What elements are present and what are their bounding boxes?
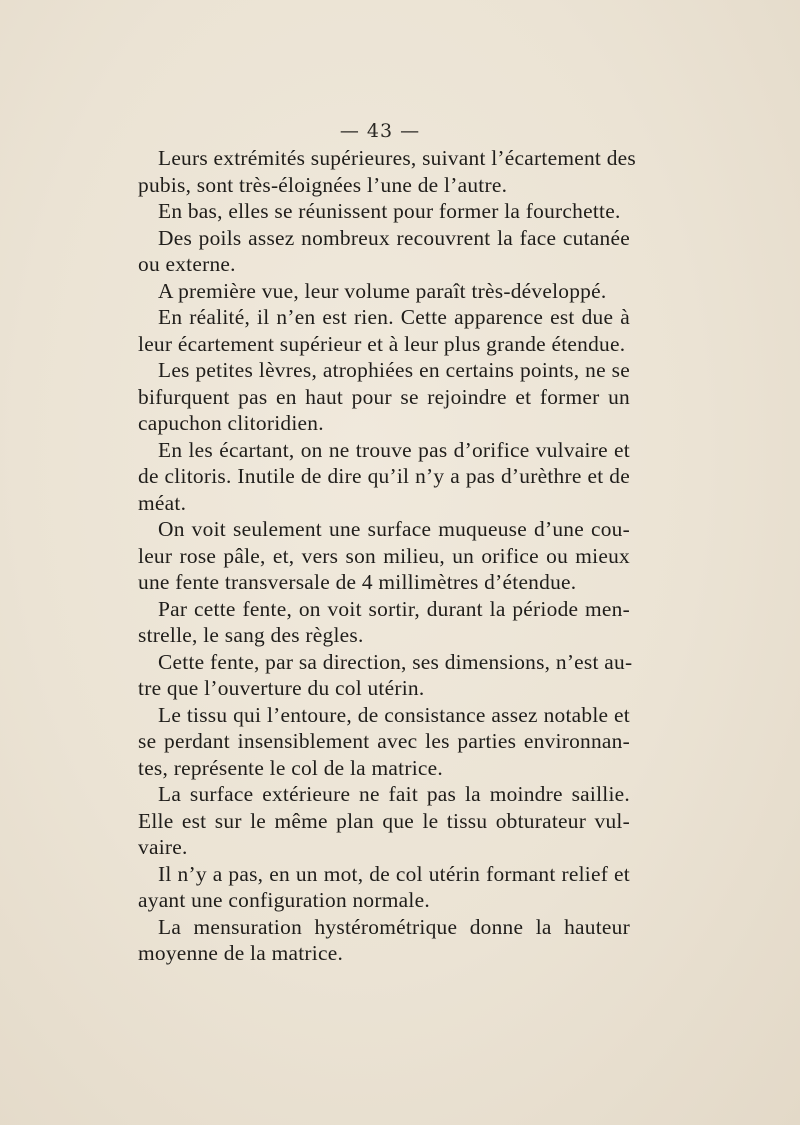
text-line: On voit seulement une surface muqueuse d’une cou- xyxy=(158,517,630,541)
text-line: Les petites lèvres, atrophiées en certains points, ne se xyxy=(158,358,630,382)
text-line: ayant une configuration normale. xyxy=(138,888,430,912)
text-line: Par cette fente, on voit sortir, durant la période men- xyxy=(158,596,630,621)
text-line: bifurquent pas en haut pour se rejoindre et former un xyxy=(138,384,630,409)
text-line: pubis, sont très-éloignées l’une de l’autre. xyxy=(138,172,508,197)
text-line: une fente transversale de 4 millimètres d’étendue. xyxy=(138,570,577,594)
text-line: A première vue, leur volume paraît très-développé. xyxy=(158,278,607,303)
text-line: Le tissu qui l’entoure, de consistance assez notable et xyxy=(158,702,630,727)
text-line: moyenne de la matrice. xyxy=(138,941,344,965)
text-line: leur rose pâle, et, vers son milieu, un orifice ou mieux xyxy=(138,543,630,568)
text-line: leur écartement supérieur et à leur plus grande étendue. xyxy=(138,331,626,356)
text-line: strelle, le sang des règles. xyxy=(138,623,364,647)
text-line: Cette fente, par sa direction, ses dimensions, n’est au- xyxy=(158,649,633,674)
page-number: — 43 — xyxy=(339,120,421,142)
text-line: Leurs extrémités supérieures, suivant l’écartement des xyxy=(158,146,636,170)
text-line: capuchon clitoridien. xyxy=(138,411,324,435)
text-line: vaire. xyxy=(138,835,188,859)
text-line: Des poils assez nombreux recouvrent la face cutanée xyxy=(158,225,630,250)
text-line: En les écartant, on ne trouve pas d’orifice vulvaire et xyxy=(158,437,630,462)
text-line: de clitoris. Inutile de dire qu’il n’y a pas d’urèthre et de xyxy=(138,464,630,488)
text-line: tre que l’ouverture du col utérin. xyxy=(138,676,425,700)
text-line: En réalité, il n’en est rien. Cette apparence est due à xyxy=(158,305,630,329)
text-line: La mensuration hystérométrique donne la hauteur xyxy=(158,914,630,939)
text-line: ou externe. xyxy=(138,252,236,276)
text-line: La surface extérieure ne fait pas la moindre saillie. xyxy=(158,782,630,806)
text-line: méat. xyxy=(138,490,187,515)
body-text xyxy=(138,145,636,967)
text-line: En bas, elles se réunissent pour former la fourchette. xyxy=(158,199,621,223)
text-line: Elle est sur le même plan que le tissu obturateur vul- xyxy=(138,808,630,833)
text-line: tes, représente le col de la matrice. xyxy=(138,755,444,780)
text-line: Il n’y a pas, en un mot, de col utérin formant relief et xyxy=(158,861,630,886)
text-line: se perdant insensiblement avec les parties environnan- xyxy=(138,729,630,753)
